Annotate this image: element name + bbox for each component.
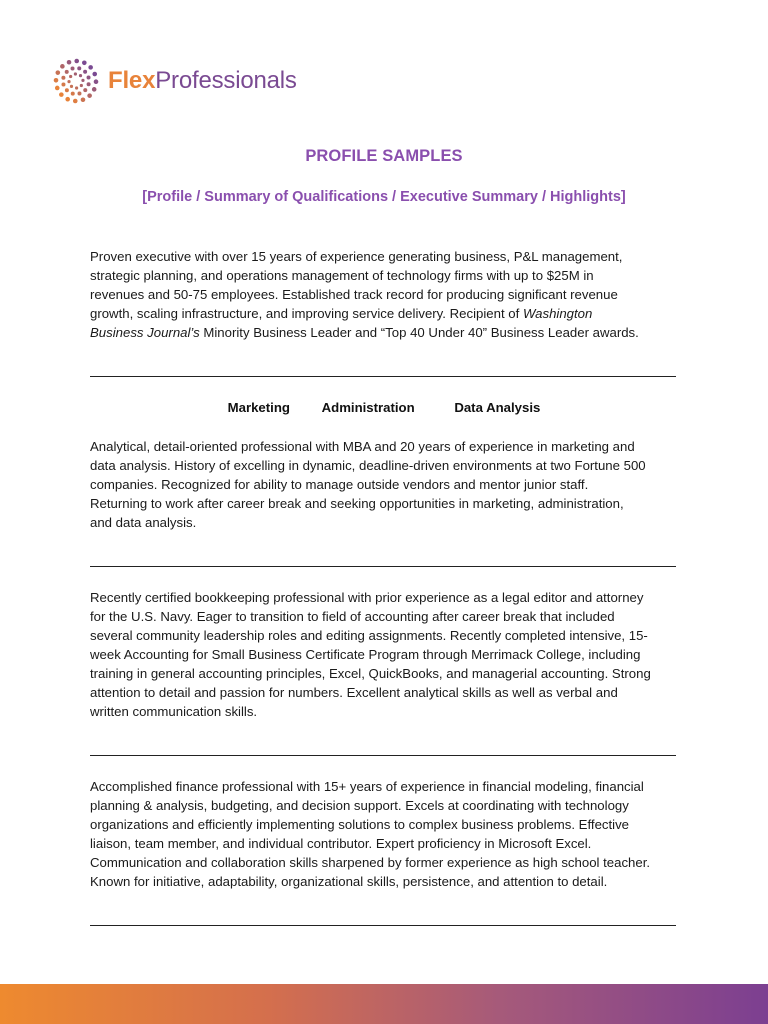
- profile-line: data analysis. History of excelling in dynamic, deadline-driven environments at two Fortune 500: [90, 458, 646, 473]
- publication-name-part2: Business Journal’s: [90, 325, 200, 340]
- profile-line: and data analysis.: [90, 515, 197, 530]
- profile-line: strategic planning, and operations management of technology firms with up to $25M in: [90, 268, 594, 283]
- logo-dot: [67, 60, 72, 65]
- brand-wordmark: [108, 69, 297, 93]
- profile-line: training in general accounting principles, Excel, QuickBooks, and managerial accounting. Strong: [90, 666, 651, 681]
- profile-line: [90, 323, 680, 342]
- profile-line: organizations and efficiently implementing solutions to complex business problems. Effective: [90, 817, 630, 832]
- publication-name-part1: Washington: [522, 306, 593, 321]
- profile-line-text: growth, scaling infrastructure, and improving service delivery. Recipient of: [90, 306, 523, 321]
- profile-line: Analytical, detail-oriented professional with MBA and 20 years of experience in marketing and: [90, 439, 635, 454]
- profile-line: for the U.S. Navy. Eager to transition to field of accounting after career break that included: [90, 609, 615, 624]
- skill-marketing: Marketing: [227, 400, 290, 415]
- profile-line: written communication skills.: [90, 704, 258, 719]
- profile-line: several community leadership roles and editing assignments. Recently completed intensive, 15-: [90, 628, 648, 643]
- skill-data-analysis: Data Analysis: [454, 400, 541, 415]
- logo-dot: [87, 82, 91, 86]
- logo-dot: [65, 88, 69, 92]
- logo-dot: [69, 75, 72, 78]
- logo-dot: [56, 70, 61, 75]
- profile-line: Recently certified bookkeeping professional with prior experience as a legal editor and attorney: [90, 590, 644, 605]
- section-divider: [90, 925, 676, 926]
- logo-dot: [82, 61, 87, 66]
- logo-dot: [83, 88, 87, 92]
- logo-dot: [87, 76, 91, 80]
- profile-line: Accomplished finance professional with 15+ years of experience in financial modeling, financial: [90, 779, 644, 794]
- section-divider: [90, 376, 676, 377]
- skills-heading: [0, 400, 768, 415]
- logo-dot: [61, 82, 65, 86]
- logo-dot: [70, 85, 73, 88]
- logo-dot: [67, 80, 70, 83]
- profile-line: Known for initiative, adaptability, organizational skills, persistence, and attention to detail.: [90, 874, 608, 889]
- profile-sample-4: [90, 777, 680, 891]
- profile-line: liaison, team member, and individual contributor. Expert proficiency in Microsoft Excel.: [90, 836, 592, 851]
- logo-dot: [54, 78, 59, 83]
- logo-dot: [73, 99, 78, 104]
- logo-dot: [65, 70, 69, 74]
- page-subtitle: [Profile / Summary of Qualifications / Executive Summary / Highlights]: [142, 189, 626, 205]
- profile-line: revenues and 50-75 employees. Established track record for producing significant revenue: [90, 287, 618, 302]
- profile-line: Communication and collaboration skills sharpened by former experience as high school teacher.: [90, 855, 651, 870]
- profile-line: [90, 304, 680, 323]
- logo-dot: [80, 84, 83, 87]
- profile-sample-1: [90, 247, 680, 342]
- profile-line: companies. Recognized for ability to manage outside vendors and mentor junior staff.: [90, 477, 589, 492]
- skill-administration: Administration: [321, 400, 415, 415]
- logo-dot: [59, 92, 64, 97]
- logo-dot: [71, 66, 75, 70]
- profile-sample-3: [90, 588, 680, 721]
- logo-dot: [65, 97, 70, 102]
- starburst-dots-icon: [50, 55, 102, 107]
- profile-line: week Accounting for Small Business Certificate Program through Merrimack College, including: [90, 647, 641, 662]
- logo-dot: [71, 92, 75, 96]
- logo-dot: [61, 76, 65, 80]
- logo-dot: [77, 66, 81, 70]
- profile-sample-2: [90, 437, 680, 532]
- logo-dot: [88, 65, 93, 70]
- profile-line: attention to detail and passion for numbers. Excellent analytical skills as well as verbal and: [90, 685, 618, 700]
- logo-dot: [81, 97, 86, 102]
- brand-name-professionals: Professionals: [155, 67, 297, 94]
- logo-dot: [83, 70, 87, 74]
- profile-line-text: Minority Business Leader and “Top 40 Under 40” Business Leader awards.: [203, 325, 639, 340]
- logo-dot: [60, 64, 65, 69]
- logo-dot: [87, 93, 92, 98]
- section-divider: [90, 755, 676, 756]
- logo-dot: [55, 86, 60, 91]
- logo-dot: [74, 59, 79, 64]
- logo-dot: [92, 72, 97, 77]
- footer-gradient-bar: [0, 984, 768, 1024]
- logo-dot: [77, 92, 81, 96]
- profile-line: Proven executive with over 15 years of experience generating business, P&L management,: [90, 249, 623, 264]
- logo-dot: [74, 72, 77, 75]
- profile-line: Returning to work after career break and seeking opportunities in marketing, administration,: [90, 496, 624, 511]
- logo-dot: [79, 74, 82, 77]
- logo-dot: [75, 86, 78, 89]
- brand-logo: [50, 54, 297, 108]
- profile-line: planning & analysis, budgeting, and decision support. Excels at coordinating with technology: [90, 798, 629, 813]
- page-title: PROFILE SAMPLES: [305, 147, 463, 165]
- section-divider: [90, 566, 676, 567]
- logo-dot: [94, 79, 99, 84]
- logo-dot: [92, 87, 97, 92]
- brand-name-flex: Flex: [108, 67, 156, 94]
- logo-dot: [81, 79, 84, 82]
